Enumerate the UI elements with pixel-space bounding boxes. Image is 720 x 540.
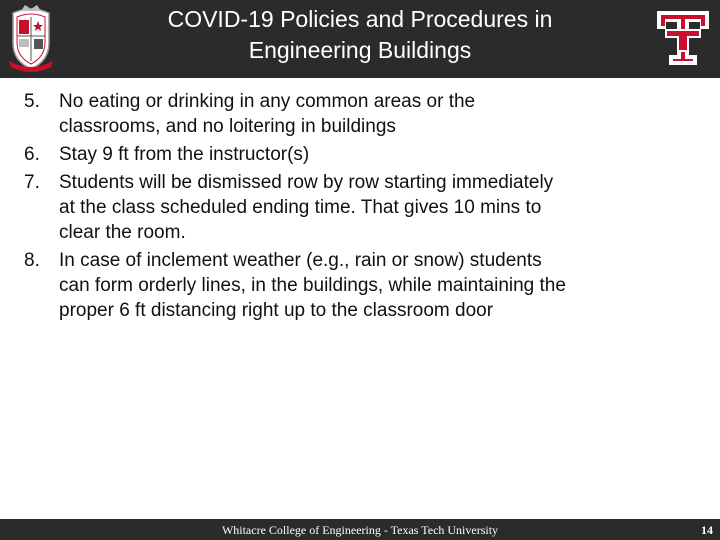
list-text-line: can form orderly lines, in the buildings, while maintaining the — [59, 275, 566, 296]
list-item — [24, 170, 704, 245]
list-item — [24, 248, 704, 323]
list-item — [24, 89, 704, 139]
title-line: Engineering Buildings — [248, 37, 472, 63]
double-t-logo-icon — [654, 8, 712, 68]
list-number: 7. — [24, 172, 40, 193]
list-text-line: clear the room. — [59, 222, 186, 243]
list-text-line: proper 6 ft distancing right up to the classroom door — [59, 300, 494, 321]
list-text-line: In case of inclement weather (e.g., rain or snow) students — [59, 250, 542, 271]
slide-title — [90, 4, 630, 66]
footer-bar — [0, 519, 720, 540]
ttu-seal-icon — [3, 3, 59, 73]
rules-list — [24, 89, 704, 326]
page-number: 14 — [701, 523, 713, 537]
list-number: 6. — [24, 144, 40, 165]
list-number: 5. — [24, 91, 40, 112]
list-text-line: No eating or drinking in any common areas or the — [59, 91, 476, 112]
list-text-line: classrooms, and no loitering in buildings — [59, 116, 396, 137]
footer-text: Whitacre College of Engineering - Texas Tech University — [221, 523, 499, 537]
header-bar — [0, 0, 720, 78]
list-text-line: at the class scheduled ending time. That gives 10 mins to — [59, 197, 542, 218]
list-number: 8. — [24, 250, 40, 271]
list-text-line: Stay 9 ft from the instructor(s) — [59, 144, 310, 165]
list-text-line: Students will be dismissed row by row starting immediately — [59, 172, 554, 193]
title-line: COVID-19 Policies and Procedures in — [167, 6, 553, 32]
list-item — [24, 142, 704, 167]
